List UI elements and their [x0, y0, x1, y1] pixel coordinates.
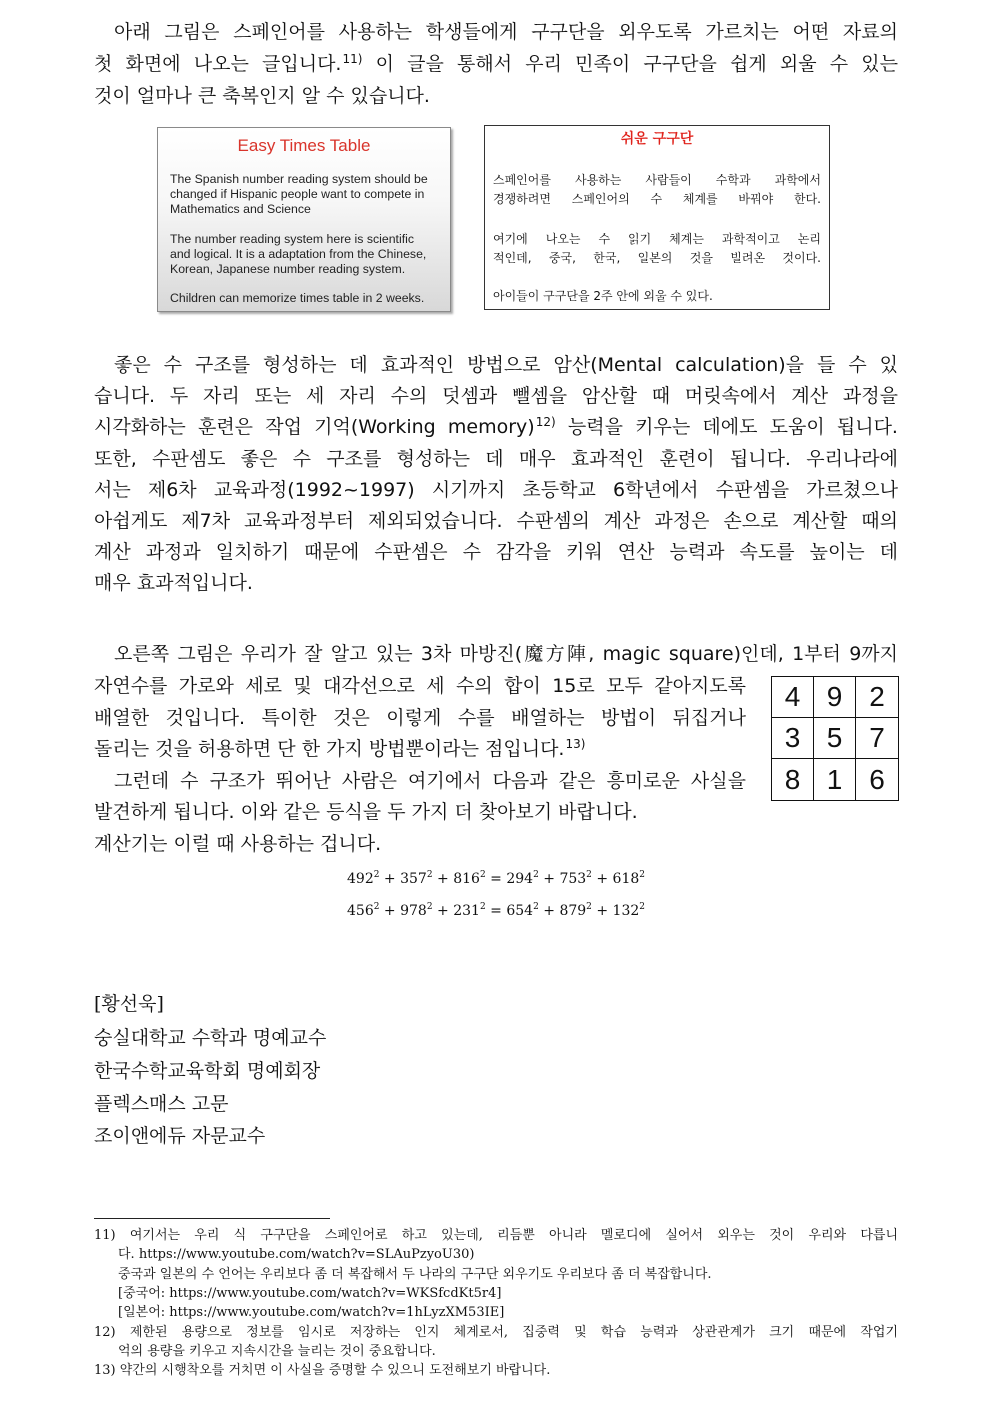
- magic-square-paragraph-2: [94, 671, 746, 861]
- author-name: [황선욱]: [94, 993, 164, 1015]
- author-affiliation-3: 플렉스매스 고문: [94, 1093, 229, 1115]
- footnote-11-line-1: 11) 여기서는 우리 식 구구단을 스페인어로 하고 있는데, 리듬뿐 아니라 멜로디에 실어서 외우는 것이 우리와 다릅니: [94, 1228, 898, 1243]
- eq2-exp: 2: [479, 902, 486, 912]
- mental-line-3a: 시각화하는 훈련은 작업 기억(Working memory): [94, 416, 535, 439]
- english-box-p2-l3: Korean, Japanese number reading system.: [170, 262, 406, 276]
- eq2-plus: +: [591, 903, 613, 919]
- magic-square-cell: 9: [814, 677, 856, 718]
- eq1-term-f: 618: [612, 871, 640, 887]
- mental-line-3: [94, 412, 898, 443]
- intro-line-1: 아래 그림은 스페인어를 사용하는 학생들에게 구구단을 외우도록 가르치는 어떤 자료의: [114, 21, 898, 43]
- magic-line-1: 오른쪽 그림은 우리가 잘 알고 있는 3차 마방진(魔方陣, magic square)인데, 1부터 9까지: [114, 643, 898, 665]
- mental-line-1: 좋은 수 구조를 형성하는 데 효과적인 방법으로 암산(Mental calculation)을 들 수 있: [114, 354, 898, 376]
- magic-line-4a: 돌리는 것을 허용하면 단 한 가지 방법뿐이라는 점입니다.: [94, 738, 565, 761]
- magic-square-cell: 7: [856, 718, 898, 759]
- mental-line-2: 습니다. 두 자리 또는 세 자리 수의 덧셈과 뺄셈을 암산할 때 머릿속에서 계산 과정을: [94, 385, 898, 408]
- eq2-exp: 2: [426, 902, 433, 912]
- magic-square-cell: 6: [869, 763, 885, 795]
- magic-line-2: 자연수를 가로와 세로 및 대각선으로 세 수의 합이 15로 모두 같아지도록: [94, 675, 746, 697]
- eq2-term-e: 879: [559, 903, 587, 919]
- footnote-12-line-2: 억의 용량을 키우고 지속시간을 늘리는 것이 중요합니다.: [118, 1344, 436, 1359]
- korean-box-para-3: 아이들이 구구단을 2주 안에 외울 수 있다.: [493, 289, 713, 303]
- mental-line-6: 아쉽게도 제7차 교육과정부터 제외되었습니다. 수판셈의 계산 과정은 손으로 계산할 때의: [94, 510, 898, 533]
- eq2-term-b: 978: [400, 903, 427, 919]
- mental-line-8: 매우 효과적입니다.: [94, 572, 253, 595]
- korean-box-para-2: [493, 230, 821, 268]
- eq1-term-c: 816: [453, 871, 480, 887]
- mental-line-7: 계산 과정과 일치하기 때문에 수판셈은 수 감각을 키워 연산 능력과 속도를 높이는 데: [94, 541, 898, 564]
- footnote-ref-12[interactable]: 12): [535, 415, 556, 430]
- mental-line-4: 또한, 수판셈도 좋은 수 구조를 형성하는 데 매우 효과적인 훈련이 됩니다. 우리나라에: [94, 447, 898, 470]
- eq2-plus: +: [379, 903, 401, 919]
- mental-calc-paragraph: [94, 350, 898, 600]
- english-box-p1-l1: The Spanish number reading system should be: [170, 172, 428, 186]
- english-box-p2-l1: The number reading system here is scientific: [170, 232, 414, 246]
- eq1-term-d: 294: [506, 871, 534, 887]
- magic-square-cell: 2: [856, 677, 898, 718]
- eq1-exp: 2: [426, 870, 433, 880]
- footnote-ref-11[interactable]: 11): [342, 52, 363, 66]
- intro-line-3: 것이 얼마나 큰 축복인지 알 수 있습니다.: [94, 85, 430, 107]
- footnote-ref-13[interactable]: 13): [565, 737, 586, 752]
- eq2-term-f: 132: [612, 903, 640, 919]
- magic-line-3: 배열한 것입니다. 특이한 것은 이렇게 수를 배열하는 방법이 뒤집거나: [94, 706, 746, 729]
- eq1-exp: 2: [533, 870, 539, 880]
- footnote-separator: [94, 1218, 330, 1219]
- eq1-exp: 2: [479, 870, 486, 880]
- korean-box-p2-l1: 여기에 나오는 수 읽기 체계는 과학적이고 논리: [493, 232, 821, 246]
- footnote-13-line-1: 13) 약간의 시행착오를 거치면 이 사실을 증명할 수 있으니 도전해보기 바랍니다.: [94, 1363, 551, 1378]
- eq2-exp: 2: [639, 902, 646, 912]
- footnote-11-line-3: 중국과 일본의 수 언어는 우리보다 좀 더 복잡해서 두 나라의 구구단 외우기도 우리보다 좀 더 복잡합니다.: [118, 1267, 712, 1282]
- intro-line-2: [94, 48, 898, 80]
- eq1-plus: +: [591, 871, 613, 887]
- eq2-equals: =: [485, 903, 507, 919]
- eq2-term-c: 231: [453, 903, 480, 919]
- equation-1: [347, 871, 645, 887]
- eq1-exp: 2: [639, 870, 646, 880]
- intro-paragraph: [94, 16, 898, 112]
- magic-square-cell: 1: [814, 759, 856, 800]
- magic-line-6: 발견하게 됩니다. 이와 같은 등식을 두 가지 더 찾아보기 바랍니다.: [94, 801, 638, 824]
- korean-box-p1-l2: 경쟁하려면 스페인어의 수 체계를 바꿔야 한다.: [493, 192, 821, 206]
- eq2-exp: 2: [533, 902, 539, 912]
- eq2-term-a: 456: [347, 903, 374, 919]
- eq1-equals: =: [485, 871, 507, 887]
- footnote-12-line-1: 12) 제한된 용량으로 정보를 임시로 저장하는 인지 체계로서, 집중력 및 학습 능력과 상관관계가 크기 때문에 작업기: [94, 1325, 898, 1340]
- eq1-exp: 2: [586, 870, 592, 880]
- mental-line-3b: 능력을 키우는 데에도 도움이 됩니다.: [555, 416, 898, 439]
- magic-line-7: 계산기는 이럴 때 사용하는 겁니다.: [94, 832, 382, 855]
- mental-line-5: 서는 제6차 교육과정(1992~1997) 시기까지 초등학교 6학년에서 수판셈을 가르쳤으나: [94, 478, 898, 501]
- eq2-plus: +: [432, 903, 454, 919]
- english-box-para-3: Children can memorize times table in 2 weeks.: [170, 291, 425, 305]
- eq2-term-d: 654: [506, 903, 534, 919]
- eq2-exp: 2: [373, 902, 380, 912]
- easy-times-table-figure: [157, 127, 451, 312]
- magic-square-cell: 8: [772, 759, 814, 800]
- korean-translation-figure: [484, 125, 830, 310]
- eq1-exp: 2: [373, 870, 380, 880]
- magic-line-5: 그런데 수 구조가 뛰어난 사람은 여기에서 다음과 같은 흥미로운 사실을: [114, 769, 746, 792]
- english-box-title: Easy Times Table: [237, 136, 371, 155]
- intro-line-2-text: 첫 화면에 나오는 글입니다.: [94, 53, 342, 75]
- equation-2: [347, 903, 645, 919]
- eq1-term-e: 753: [559, 871, 587, 887]
- eq1-term-a: 492: [347, 871, 374, 887]
- korean-box-title: 쉬운 구구단: [620, 131, 694, 147]
- english-box-p2-l2: and logical. It is a adaptation from the Chinese,: [170, 247, 427, 261]
- korean-box-p1-l1: 스페인어를 사용하는 사람들이 수학과 과학에서: [493, 173, 821, 187]
- author-affiliation-1: 숭실대학교 수학과 명예교수: [94, 1027, 327, 1049]
- footnote-11-chinese-link[interactable]: [중국어: https://www.youtube.com/watch?v=WKSfcdKt5r4]: [118, 1286, 502, 1301]
- eq1-plus: +: [432, 871, 454, 887]
- eq1-plus: +: [379, 871, 401, 887]
- footnote-11-japanese-link[interactable]: [일본어: https://www.youtube.com/watch?v=1hLyzXM53IE]: [118, 1305, 505, 1320]
- eq1-term-b: 357: [400, 871, 427, 887]
- author-affiliation-2: 한국수학교육학회 명예회장: [94, 1060, 321, 1082]
- magic-square-cell: 4: [772, 677, 814, 718]
- magic-square: [771, 676, 899, 801]
- magic-square-cell: 5: [814, 718, 856, 759]
- eq2-exp: 2: [586, 902, 592, 912]
- korean-box-p2-l2: 적인데, 중국, 한국, 일본의 것을 빌려온 것이다.: [493, 251, 821, 265]
- english-box-p1-l3: Mathematics and Science: [170, 202, 311, 216]
- eq1-plus: +: [538, 871, 560, 887]
- english-box-para-1: [170, 172, 445, 217]
- magic-square-cell: 3: [772, 718, 814, 759]
- english-box-para-2: [170, 232, 445, 277]
- author-affiliation-4: 조이앤에듀 자문교수: [94, 1125, 266, 1147]
- footnote-11-line-2[interactable]: 다. https://www.youtube.com/watch?v=SLAuPzyoU30): [118, 1247, 475, 1262]
- magic-square-paragraph-1: [94, 639, 898, 671]
- intro-line-2-tail: 이 글을 통해서 우리 민족이 구구단을 쉽게 외울 수 있는: [362, 53, 898, 75]
- korean-box-para-1: [493, 171, 821, 209]
- english-box-p1-l2: changed if Hispanic people want to compete in: [170, 187, 425, 201]
- eq2-plus: +: [538, 903, 560, 919]
- magic-line-4: [94, 734, 746, 766]
